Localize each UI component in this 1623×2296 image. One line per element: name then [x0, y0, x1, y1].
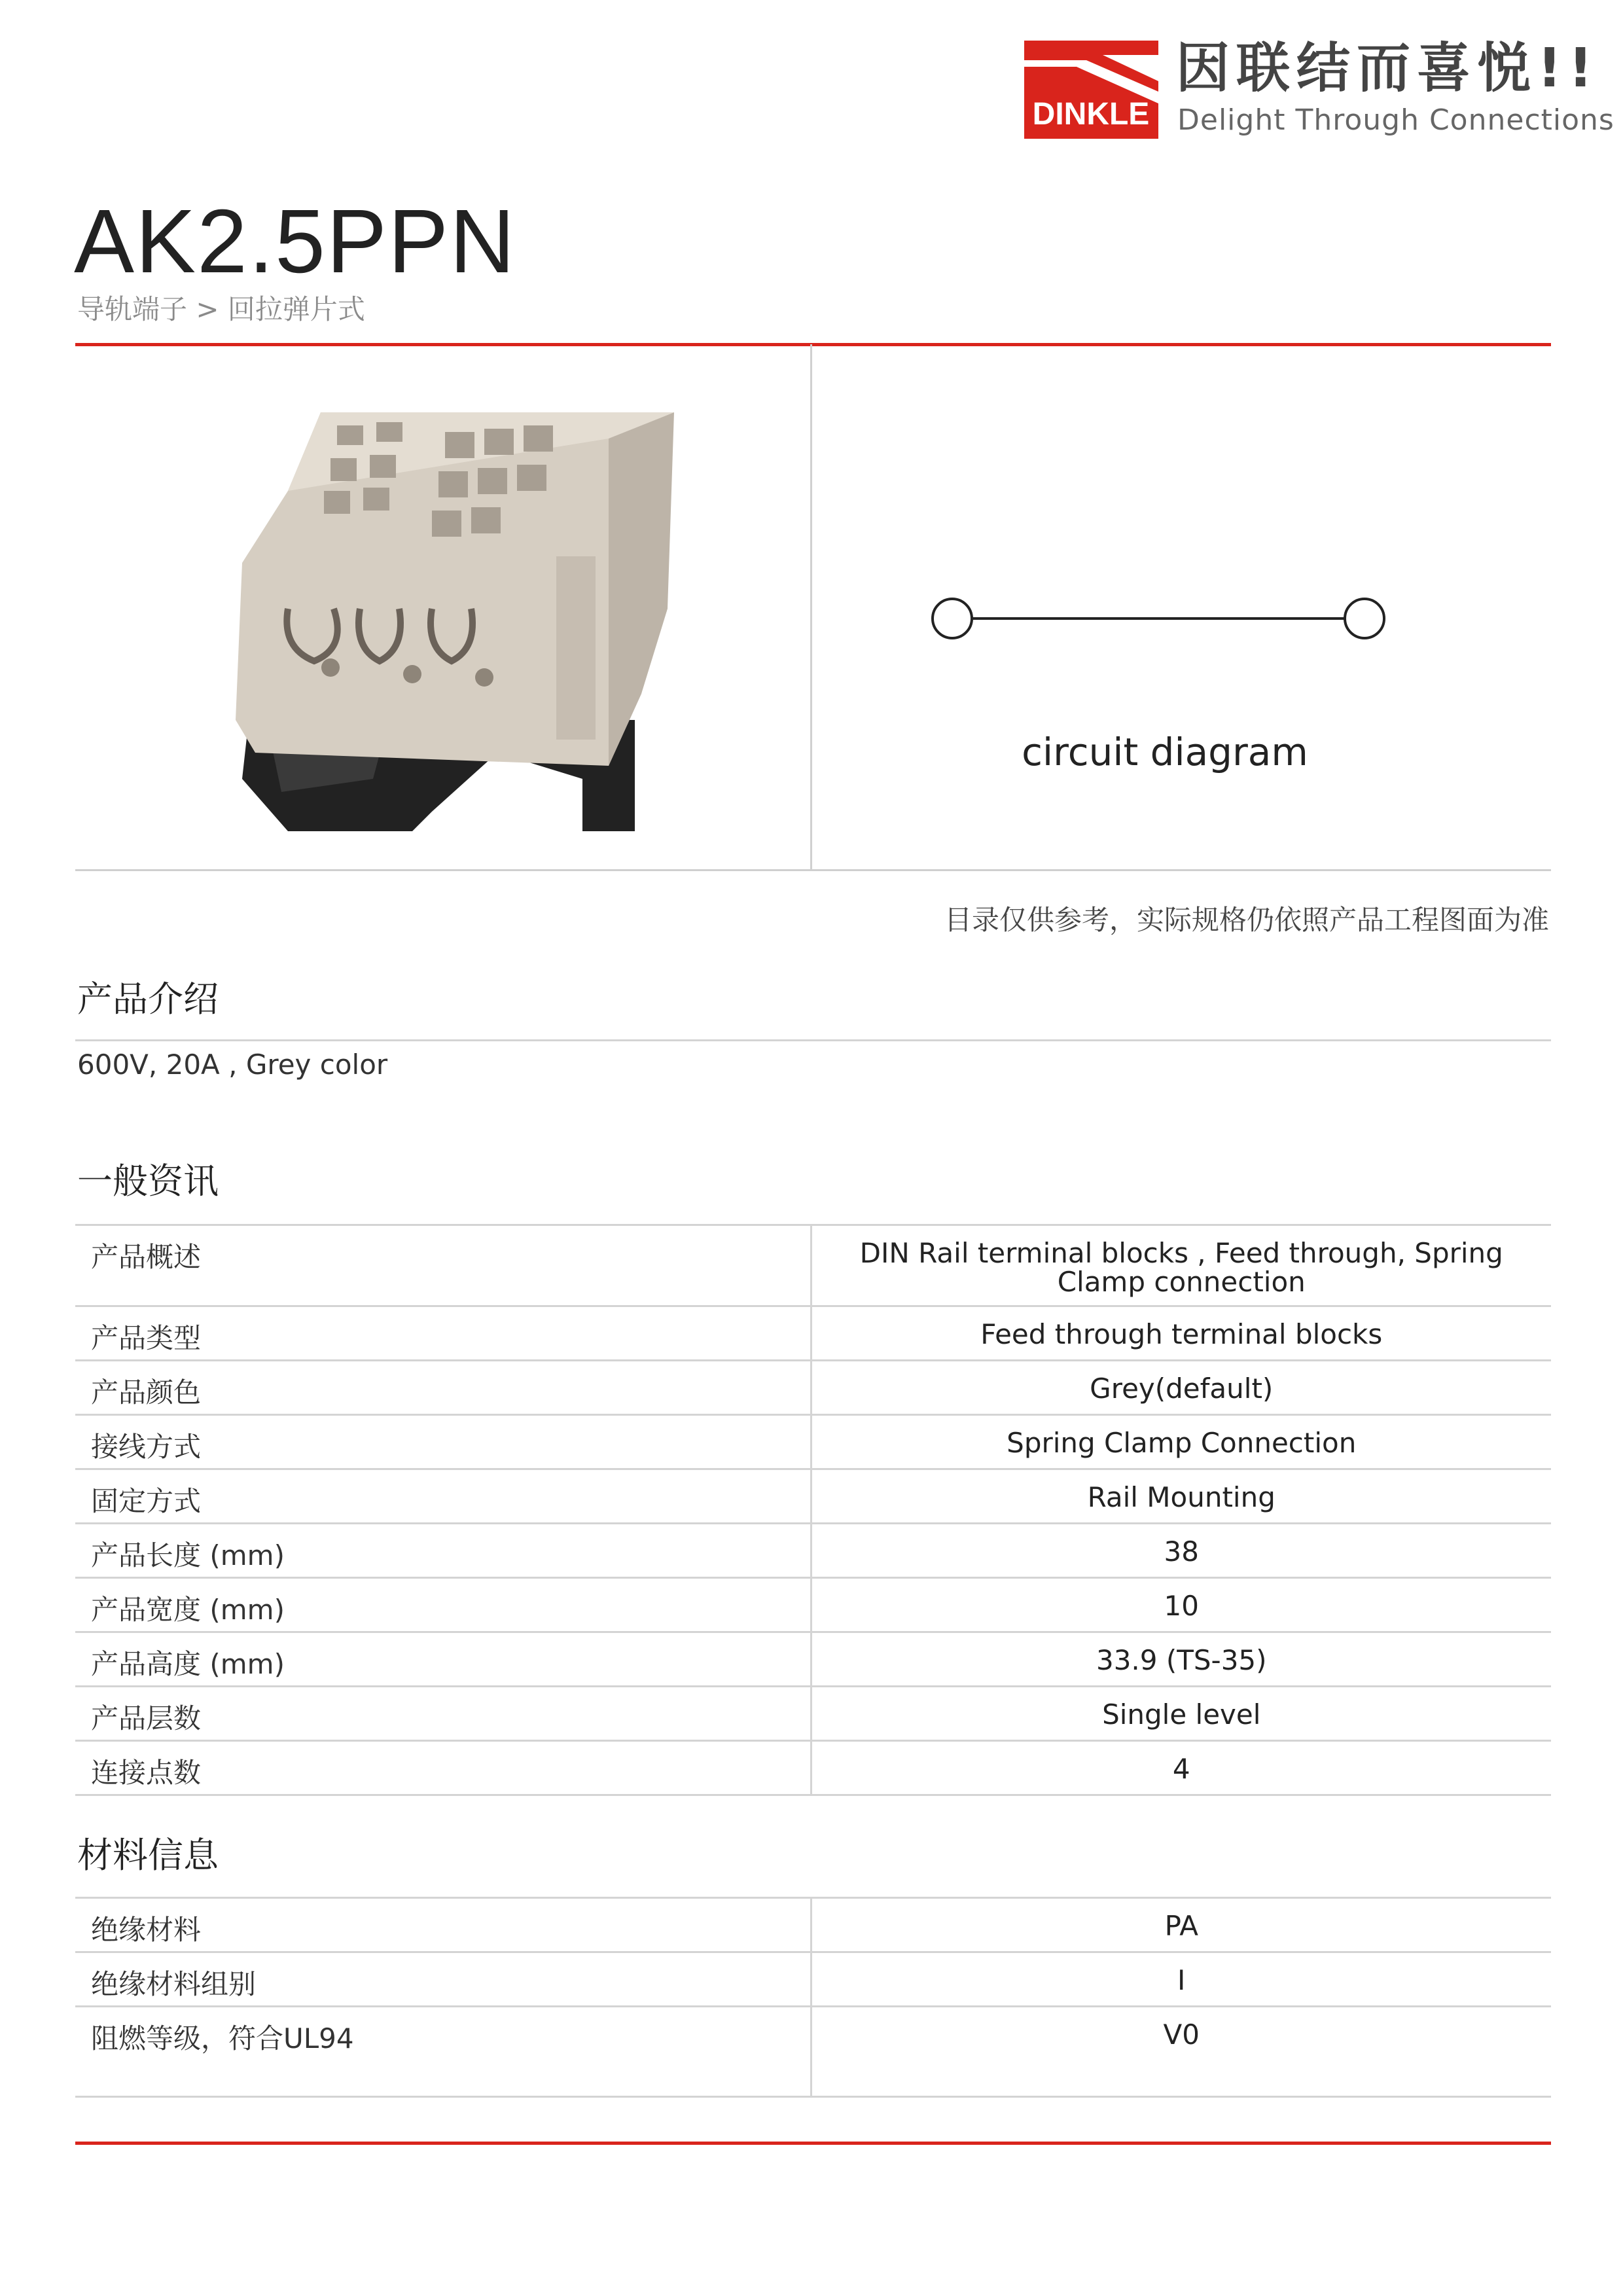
breadcrumb: 导轨端子 > 回拉弹片式 — [77, 293, 365, 325]
terminal-block-photo — [216, 412, 681, 831]
slogan-english: Delight Through Connections — [1177, 103, 1614, 137]
table-row — [75, 1306, 1551, 1361]
table-row — [75, 1361, 1551, 1415]
table-row — [75, 1952, 1551, 2007]
slogan-chinese: 因联结而喜悦!! — [1176, 37, 1599, 99]
spec-label: 产品概述 — [75, 1225, 811, 1306]
spec-label: 阻燃等级，符合UL94 — [75, 2007, 811, 2097]
spec-label: 绝缘材料 — [75, 1898, 811, 1952]
terminal-node-left — [933, 599, 972, 638]
product-title: AK2.5PPN — [74, 191, 516, 292]
table-row — [75, 1741, 1551, 1795]
spec-value: 38 — [811, 1524, 1551, 1578]
dinkle-logo-icon — [1024, 41, 1158, 139]
spec-label: 产品颜色 — [75, 1361, 811, 1415]
spec-value: Single level — [811, 1687, 1551, 1741]
material-info-table — [75, 1897, 1551, 2098]
material-heading: 材料信息 — [77, 1835, 219, 1876]
spec-value: Grey(default) — [811, 1361, 1551, 1415]
spec-label: 连接点数 — [75, 1741, 811, 1795]
spec-label: 产品高度 (mm) — [75, 1632, 811, 1687]
footer-divider — [75, 2142, 1551, 2145]
title-divider — [75, 343, 1551, 346]
spec-value: I — [811, 1952, 1551, 2007]
spec-label: 绝缘材料组别 — [75, 1952, 811, 2007]
spec-value: Feed through terminal blocks — [811, 1306, 1551, 1361]
spec-value: Spring Clamp Connection — [811, 1415, 1551, 1469]
spec-value: 4 — [811, 1741, 1551, 1795]
table-row — [75, 2007, 1551, 2097]
table-row — [75, 1524, 1551, 1578]
intro-text: 600V, 20A , Grey color — [77, 1049, 388, 1081]
table-row — [75, 1415, 1551, 1469]
spec-value: DIN Rail terminal blocks , Feed through, Spring Clamp connection — [811, 1225, 1551, 1306]
table-row — [75, 1469, 1551, 1524]
terminal-node-right — [1345, 599, 1384, 638]
spec-value: PA — [811, 1898, 1551, 1952]
logo-wordmark: DINKLE — [1032, 97, 1150, 132]
table-row — [75, 1687, 1551, 1741]
spec-value: 10 — [811, 1578, 1551, 1632]
figure-bottom-line — [75, 869, 1551, 871]
intro-heading: 产品介绍 — [77, 978, 219, 1020]
general-info-table — [75, 1224, 1551, 1796]
table-row — [75, 1632, 1551, 1687]
table-row — [75, 1898, 1551, 1952]
spec-label: 产品类型 — [75, 1306, 811, 1361]
spec-label: 接线方式 — [75, 1415, 811, 1469]
brand-logo — [1024, 37, 1614, 139]
spec-value: V0 — [811, 2007, 1551, 2097]
disclaimer-note: 目录仅供参考，实际规格仍依照产品工程图面为准 — [944, 904, 1549, 936]
intro-separator — [75, 1039, 1551, 1041]
spec-value: Rail Mounting — [811, 1469, 1551, 1524]
spec-label: 固定方式 — [75, 1469, 811, 1524]
figure-divider — [810, 344, 812, 870]
spec-label: 产品长度 (mm) — [75, 1524, 811, 1578]
circuit-diagram — [929, 583, 1387, 655]
spec-label: 产品宽度 (mm) — [75, 1578, 811, 1632]
spec-value: 33.9 (TS-35) — [811, 1632, 1551, 1687]
circuit-caption: circuit diagram — [1022, 730, 1308, 774]
table-row — [75, 1578, 1551, 1632]
general-heading: 一般资讯 — [77, 1160, 219, 1202]
spec-label: 产品层数 — [75, 1687, 811, 1741]
table-row — [75, 1225, 1551, 1306]
